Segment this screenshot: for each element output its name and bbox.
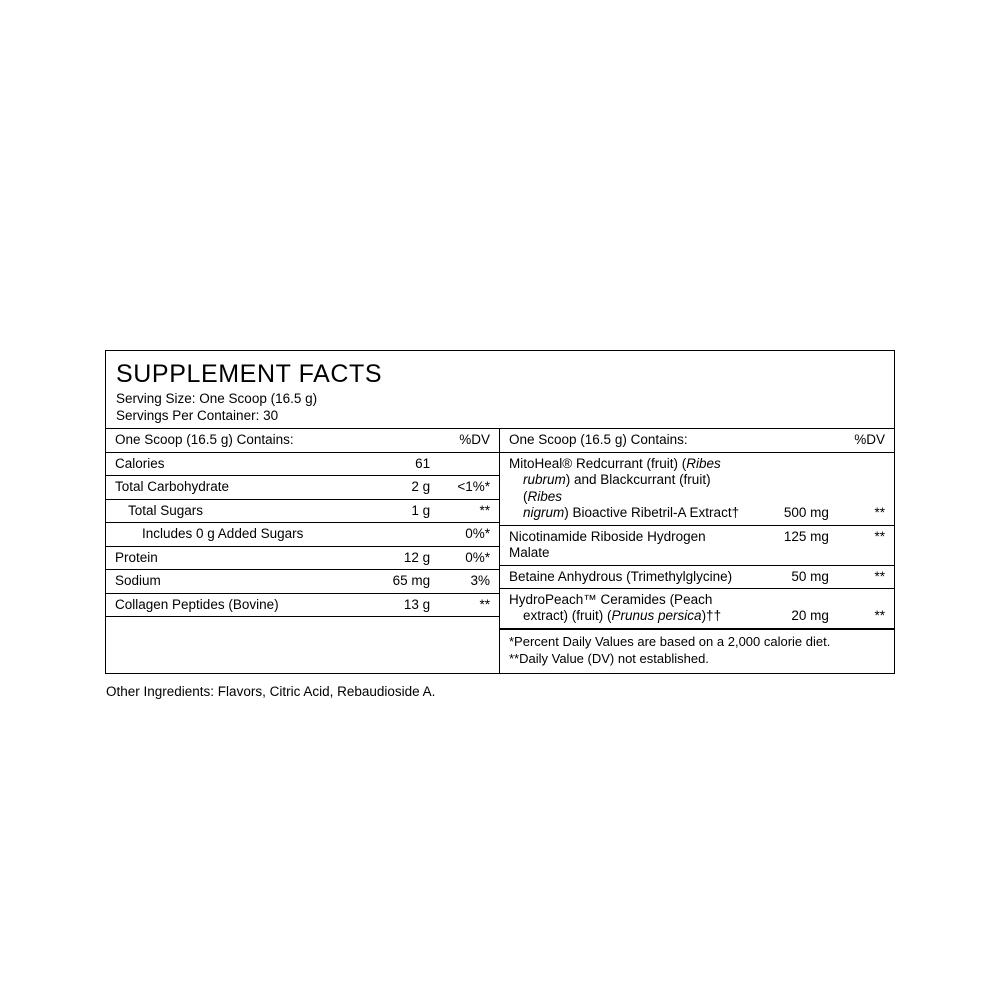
table-row: [106, 546, 499, 569]
nutrient-name: Total Carbohydrate: [106, 476, 350, 499]
table-row: [500, 589, 894, 629]
table-row: [106, 452, 499, 475]
table-row: [106, 593, 499, 616]
right-header-amount: [748, 429, 835, 452]
table-header-row: [500, 429, 894, 452]
serving-info: [106, 387, 894, 428]
nutrient-amount: 1 g: [350, 499, 436, 522]
table-row: [500, 565, 894, 588]
ingredient-amount: 125 mg: [748, 525, 835, 565]
nutrient-dv: 0%*: [436, 523, 499, 546]
nutrient-name: Protein: [106, 546, 350, 569]
serving-size: Serving Size: One Scoop (16.5 g): [116, 391, 318, 407]
ingredient-name: MitoHeal® Redcurrant (fruit) (Ribes rubrum) and Blackcurrant (fruit) (Ribes nigrum) Bioactive Ribetril-A Extract†: [500, 452, 748, 525]
nutrient-name: Total Sugars: [106, 499, 350, 522]
table-row: [106, 476, 499, 499]
nutrient-name: Calories: [106, 452, 350, 475]
nutrient-amount: 2 g: [350, 476, 436, 499]
nutrient-dv: 3%: [436, 570, 499, 593]
nutrient-name: Sodium: [106, 570, 350, 593]
nutrition-columns: [106, 428, 894, 673]
ingredient-dv: **: [835, 589, 894, 629]
table-row: [106, 499, 499, 522]
page-title: SUPPLEMENT FACTS: [116, 360, 383, 388]
nutrient-dv: [436, 452, 499, 475]
nutrient-dv: 0%*: [436, 546, 499, 569]
table-row: [106, 570, 499, 593]
ingredient-amount: 500 mg: [748, 452, 835, 525]
nutrition-table-left: [106, 429, 499, 617]
nutrient-amount: 13 g: [350, 593, 436, 616]
ingredient-name: HydroPeach™ Ceramides (Peach extract) (fruit) (Prunus persica)††: [500, 589, 748, 629]
supplement-facts-box: [105, 350, 895, 674]
footnote-dv-not-established: **Daily Value (DV) not established.: [509, 650, 709, 666]
right-header-name: One Scoop (16.5 g) Contains:: [500, 429, 748, 452]
table-header-row: [106, 429, 499, 452]
nutrient-amount: 61: [350, 452, 436, 475]
ingredient-dv: **: [835, 452, 894, 525]
ingredient-dv: **: [835, 525, 894, 565]
servings-per-container: Servings Per Container: 30: [116, 408, 279, 424]
nutrient-name: Includes 0 g Added Sugars: [106, 523, 350, 546]
nutrition-column-right: [500, 429, 894, 673]
nutrition-column-left: [106, 429, 500, 673]
ingredient-amount: 20 mg: [748, 589, 835, 629]
supplement-facts-panel: [105, 350, 895, 699]
left-header-dv: %DV: [436, 429, 499, 452]
nutrient-amount: 12 g: [350, 546, 436, 569]
nutrient-name: Collagen Peptides (Bovine): [106, 593, 350, 616]
ingredient-dv: **: [835, 565, 894, 588]
nutrient-amount: 65 mg: [350, 570, 436, 593]
right-header-dv: %DV: [835, 429, 894, 452]
ingredient-amount: 50 mg: [748, 565, 835, 588]
table-row: [500, 525, 894, 565]
nutrient-dv: **: [436, 593, 499, 616]
nutrient-amount: [350, 523, 436, 546]
left-header-amount: [350, 429, 436, 452]
left-header-name: One Scoop (16.5 g) Contains:: [106, 429, 350, 452]
table-row: [500, 452, 894, 525]
footnotes: [500, 629, 894, 673]
table-row: [106, 523, 499, 546]
nutrition-table-right: [500, 429, 894, 629]
nutrient-dv: **: [436, 499, 499, 522]
footnote-daily-value: *Percent Daily Values are based on a 2,000 calorie diet.: [509, 633, 831, 649]
ingredient-name: Betaine Anhydrous (Trimethylglycine): [500, 565, 748, 588]
nutrient-dv: <1%*: [436, 476, 499, 499]
other-ingredients: Other Ingredients: Flavors, Citric Acid, Rebaudioside A.: [106, 684, 436, 700]
ingredient-name: Nicotinamide Riboside Hydrogen Malate: [500, 525, 748, 565]
